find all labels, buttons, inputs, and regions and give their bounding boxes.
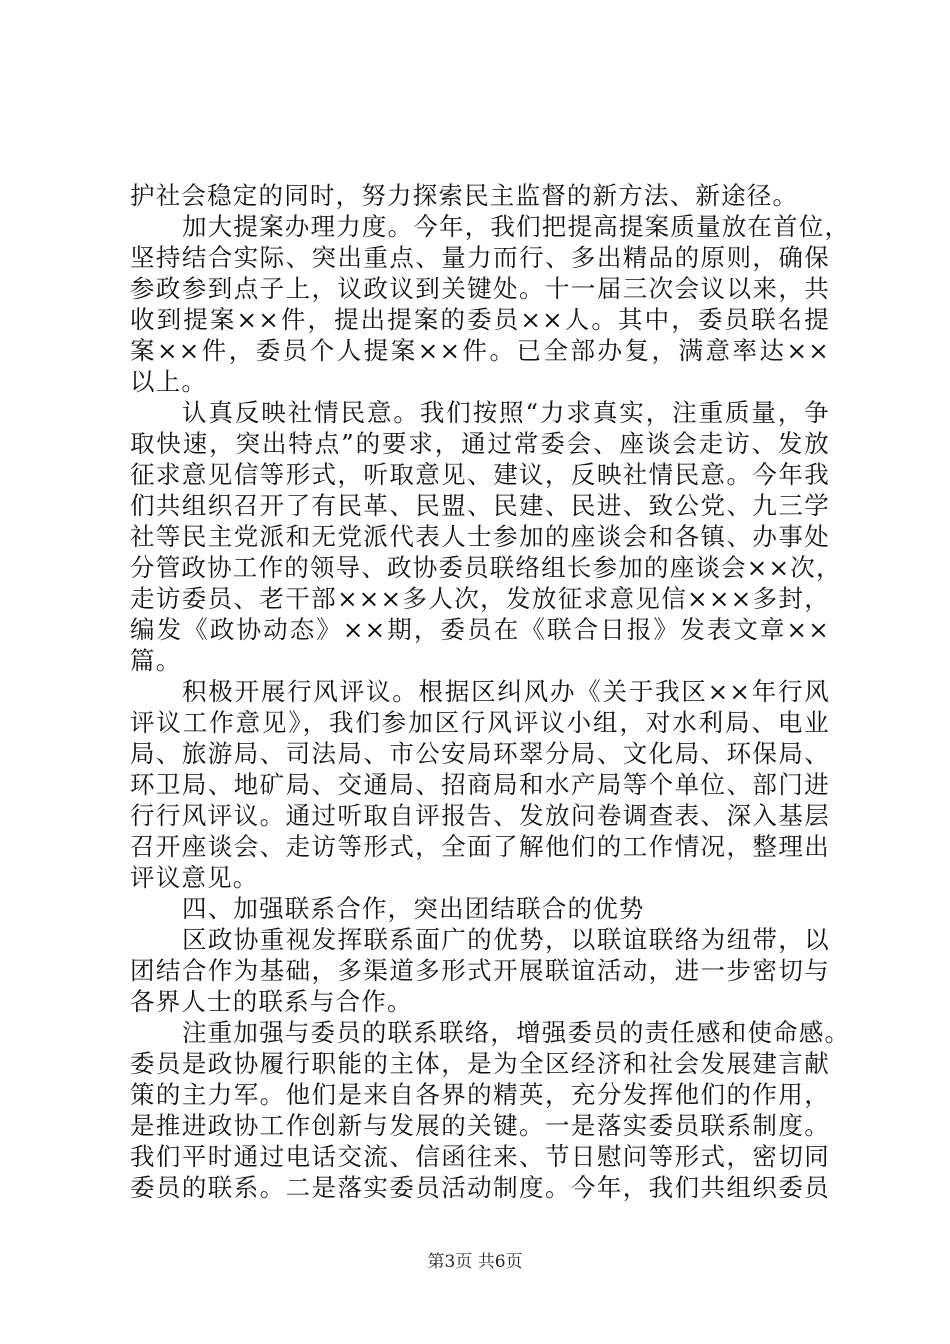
text-line: 评议意见。	[130, 863, 259, 892]
text-line: 分管政协工作的领导、政协委员联络组长参加的座谈会××次，	[130, 553, 842, 582]
text-line: 走访委员、老干部×××多人次，发放征求意见信×××多封，	[130, 584, 830, 613]
text-line: 委员是政协履行职能的主体，是为全区经济和社会发展建言献	[130, 1049, 830, 1078]
text-line: 社等民主党派和无党派代表人士参加的座谈会和各镇、办事处	[130, 522, 830, 551]
text-line: 各界人士的联系与合作。	[130, 987, 413, 1016]
text-line: 四、加强联系合作，突出团结联合的优势	[182, 894, 645, 923]
text-line: 积极开展行风评议。根据区纠风办《关于我区××年行风	[182, 677, 830, 706]
text-line: 环卫局、地矿局、交通局、招商局和水产局等个单位、部门进	[130, 770, 830, 799]
text-line: 策的主力军。他们是来自各界的精英，充分发挥他们的作用，	[130, 1080, 830, 1109]
text-line: 坚持结合实际、突出重点、量力而行、多出精品的原则，确保	[130, 243, 830, 272]
page-footer	[0, 1247, 950, 1272]
text-line: 局、旅游局、司法局、市公安局环翠分局、文化局、环保局、	[130, 739, 830, 768]
text-line: 团结合作为基础，多渠道多形式开展联谊活动，进一步密切与	[130, 956, 830, 985]
text-line: 区政协重视发挥联系面广的优势，以联谊联络为纽带，以	[182, 925, 830, 954]
text-line: 我们平时通过电话交流、信函往来、节日慰问等形式，密切同	[130, 1142, 830, 1171]
text-line: 行行风评议。通过听取自评报告、发放问卷调查表、深入基层	[130, 801, 830, 830]
text-line: 篇。	[130, 646, 182, 675]
text-line: 是推进政协工作创新与发展的关键。一是落实委员联系制度。	[130, 1111, 830, 1140]
text-line: 委员的联系。二是落实委员活动制度。今年，我们共组织委员	[130, 1173, 830, 1202]
text-line: 参政参到点子上，议政议到关键处。十一届三次会议以来，共	[130, 274, 830, 303]
text-line: 评议工作意见》，我们参加区行风评议小组，对水利局、电业	[130, 708, 830, 737]
text-line: 征求意见信等形式，听取意见、建议，反映社情民意。今年我	[130, 460, 830, 489]
page-number-label: 第3页 共6页	[427, 1252, 523, 1272]
text-line: 收到提案××件，提出提案的委员××人。其中，委员联名提	[130, 305, 830, 334]
text-line: 护社会稳定的同时，努力探索民主监督的新方法、新途径。	[130, 181, 799, 210]
text-line: 召开座谈会、走访等形式，全面了解他们的工作情况，整理出	[130, 832, 830, 861]
document-body	[130, 180, 851, 1203]
text-line: 取快速，突出特点”的要求，通过常委会、座谈会走访、发放	[130, 429, 830, 458]
text-line: 认真反映社情民意。我们按照“力求真实，注重质量，争	[182, 398, 830, 427]
text-line: 加大提案办理力度。今年，我们把提高提案质量放在首位，	[182, 212, 851, 241]
text-line: 编发《政协动态》××期，委员在《联合日报》发表文章××	[130, 615, 830, 644]
text-line: 们共组织召开了有民革、民盟、民建、民进、致公党、九三学	[130, 491, 830, 520]
text-line: 以上。	[130, 367, 208, 396]
text-line: 案××件，委员个人提案××件。已全部办复，满意率达××	[130, 336, 830, 365]
text-line: 注重加强与委员的联系联络，增强委员的责任感和使命感。	[182, 1018, 851, 1047]
